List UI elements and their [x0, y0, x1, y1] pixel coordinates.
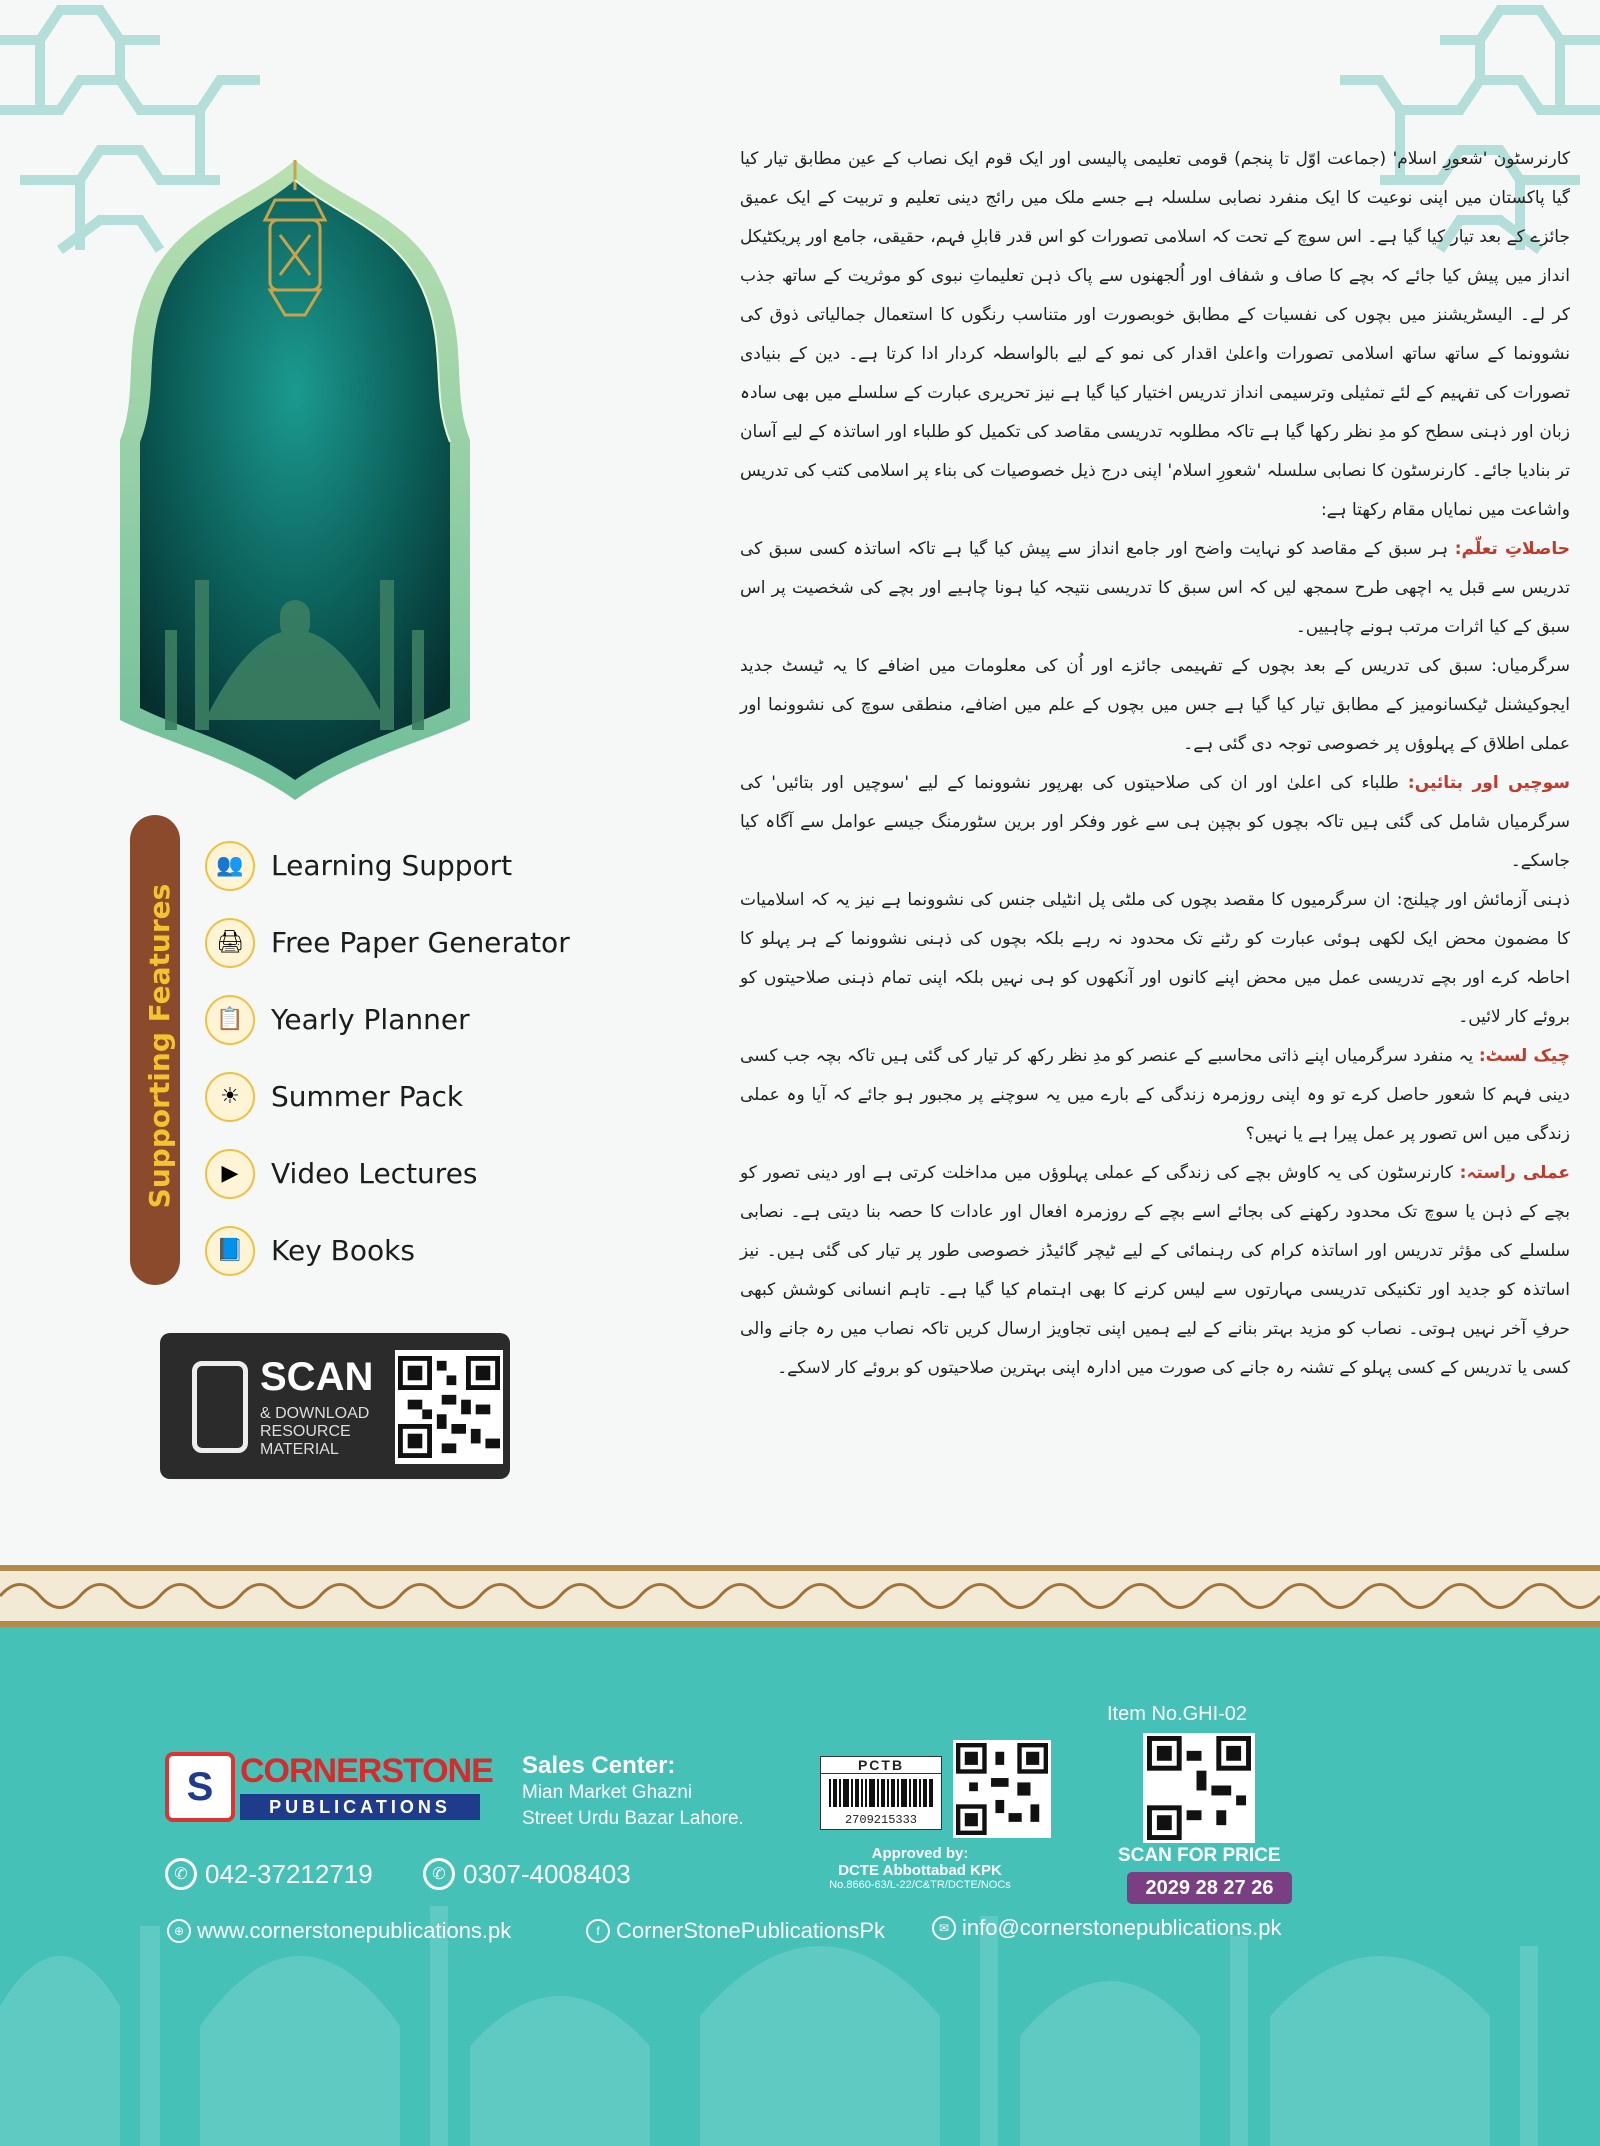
- section-checklist: [740, 1037, 1570, 1154]
- features-list: [205, 827, 570, 1289]
- email-icon: ✉: [932, 1916, 956, 1940]
- section-heading: چیک لسٹ:: [1478, 1046, 1570, 1066]
- barcode-number: 2709215333: [844, 1813, 917, 1827]
- section-practical-path: [740, 1154, 1570, 1388]
- feature-label: Free Paper Generator: [271, 926, 570, 959]
- barcode-icon: [829, 1779, 933, 1807]
- feature-item: [205, 904, 570, 981]
- scan-line: RESOURCE: [260, 1423, 351, 1440]
- feature-item: [205, 1135, 570, 1212]
- approved-ref: No.8660-63/L-22/C&TR/DCTE/NOCs: [829, 1879, 1011, 1891]
- intro-paragraph: کارنرسٹون 'شعورِ اسلام' (جماعت اوّل تا پنجم) قومی تعلیمی پالیسی اور ایک قوم ایک نصاب کے عین مطابق تیار کیا گیا پاکستان میں اپنی نوعیت کا ایک منفرد نصابی سلسلہ ہے جسے ملک میں رائج دینی تعلیم و تربیت کے ایک عمیق جائزے کے بعد تیار کیا گیا ہے۔ اس سوچ کے تحت کہ اسلامی تصورات کو اس قدر قابلِ فہم، حقیقی، جامع اور پریکٹیکل انداز میں پیش کیا جائے کہ بچے کا صاف و شفاف اور اُلجھنوں سے پاک ذہن تعلیماتِ نبوی کو موثریت کے ساتھ جذب کر لے۔ الیسٹریشنز میں بچوں کی نفسیات کے مطابق خوبصورت اور متناسب رنگوں کا استعمال جمالیاتی ذوق کی نشوونما کے ساتھ ساتھ اسلامی تصورات واعلیٰ اقدار کی نمو کے لیے بالواسطہ کردار ادا کرتا ہے۔ دین کے بنیادی تصورات کی تفہیم کے لئے تمثیلی وترسیمی انداز تدریس اختیار کیا گیا ہے نیز تحریری عبارت کے سلسلے میں بھی سادہ زبان اور ذہنی سطح کو مدِ نظر رکھا گیا ہے تاکہ مطلوبہ تدریسی مقاصد کی تکمیل کو طلباء اور اساتذہ کے لیے آسان تر بنادیا جائے۔ کارنرسٹون کا نصابی سلسلہ 'شعورِ اسلام' اپنی درج ذیل خصوصیات کی بناء پر اسلامی کتب کی تدریس واشاعت میں نمایاں مقام رکھتا ہے:: [740, 149, 1570, 520]
- section-text: ہر سبق کے مقاصد کو نہایت واضح اور جامع انداز سے پیش کیا گیا ہے تاکہ اساتذہ کسی سبق کی تدریس سے قبل یہ اچھی طرح سمجھ لیں کہ اس سبق کا تدریسی نتیجہ کیا ہونا چاہیے اور بچے کی شخصیت پر اس سبق کے کیا اثرات مرتب ہونے چاہییں۔: [740, 539, 1570, 637]
- feature-label: Video Lectures: [271, 1157, 478, 1190]
- phone-icon: ✆: [165, 1858, 197, 1890]
- section-text: یہ منفرد سرگرمیاں اپنے ذاتی محاسبے کے عنصر کو مدِ نظر رکھ کر تیار کی گئی ہیں تاکہ بچہ جب کسی دینی فہم کا شعور حاصل کرے تو وہ اپنی روزمرہ زندگی کے بارے میں یہ سوچنے پر مجبور ہو جائے کہ آیا وہ عملی زندگی میں اس تصور پر عمل پیرا ہے یا نہیں؟: [740, 1046, 1570, 1144]
- scan-line: MATERIAL: [260, 1441, 339, 1458]
- decorative-border-band: [0, 1565, 1600, 1627]
- phone-number: 042-37212719: [205, 1858, 373, 1889]
- feature-label: Learning Support: [271, 849, 513, 882]
- section-heading: سرگرمیاں:: [1491, 656, 1571, 676]
- approved-by-label: Approved by:: [871, 1845, 969, 1862]
- item-number: Item No.GHI-02: [1107, 1703, 1248, 1725]
- planner-icon: 📋: [205, 995, 255, 1045]
- whatsapp-number: 0307-4008403: [463, 1858, 631, 1889]
- approval-info: [790, 1845, 1050, 1891]
- lantern-arch-illustration: [110, 160, 480, 800]
- cornerstone-logo: [165, 1752, 493, 1822]
- mosque-skyline-silhouette: [0, 1846, 1600, 2146]
- section-text: کارنرسٹون کی یہ کاوش بچے کی زندگی کے عملی پہلوؤں میں مداخلت کرتی ہے اور دینی تصور کو بچے کے ذہن یا سوچ تک محدود رکھنے کی بجائے اسے بچے کے روزمرہ افعال اور عادات کا حصہ بنا دیتی ہے۔ نصابی سلسلے کی مؤثر تدریس اور اساتذہ کرام کی رہنمائی کے لیے ٹیچر گائیڈز خصوصی طور پر تیار کی گئی ہیں۔ نیز اساتذہ کو جدید اور تکنیکی تدریسی مہارتوں سے لیس کرنے کا بھی اہتمام کیا گیا ہے۔ تاہم انسانی کوشش کبھی حرفِ آخر نہیں ہوتی۔ نصاب کو مزید بہتر بنانے کے لیے ہمیں اپنی تجاویز ارسال کریں تاکہ نصاب میں رہ جانے والی کسی یا تدریس کے کسی پہلو کے تشنہ رہ جانے کی صورت میں ادارہ اپنی بہترین صلاحیتوں کو بروئے کار لاسکے۔: [740, 1163, 1570, 1378]
- resource-qr-code[interactable]: [395, 1350, 503, 1464]
- scan-subtitle: [260, 1405, 369, 1459]
- logo-subtitle: PUBLICATIONS: [240, 1794, 480, 1820]
- section-heading: حاصلاتِ تعلّم:: [1454, 539, 1570, 559]
- feature-item: [205, 827, 570, 904]
- phone-contact[interactable]: [165, 1858, 373, 1890]
- section-learning-outcomes: [740, 530, 1570, 647]
- key-books-icon: 📘: [205, 1226, 255, 1276]
- sales-address-line: Street Urdu Bazar Lahore.: [522, 1808, 744, 1829]
- sales-center: [522, 1752, 744, 1832]
- whatsapp-icon: ✆: [423, 1858, 455, 1890]
- summer-pack-icon: ☀: [205, 1072, 255, 1122]
- section-text: سبق کی تدریس کے بعد بچوں کے تفہیمی جائزے اور اُن کی معلومات میں اضافے کا یہ ٹیسٹ جدید ایجوکیشنل ٹیکسانومیز کے مطابق تیار کیا گیا ہے جس میں بچوں کے علم میں اضافے، منطقی سوچ کی نشوونما اور عملی اطلاق کے پہلوؤں پر خصوصی توجہ دی گئی ہے۔: [740, 656, 1570, 754]
- section-text: ان سرگرمیوں کا مقصد بچوں کی ملٹی پل انٹیلی جنس کی نشوونما ہے نیز یہ کہ اسلامیات کا مضمون محض ایک لکھی ہوئی عبارت کو رٹنے تک محدود نہ رہے بلکہ بچوں کی ذہنی نشوونما کے ہر پہلو کا احاطہ کرے اور بچے تدریسی عمل میں محض اپنے کانوں اور آنکھوں کو ہی نہیں بلکہ اپنی تمام ذہنی صلاحیتوں کو بروئے کار لائیں۔: [740, 890, 1570, 1027]
- paper-generator-icon: 🖨: [205, 918, 255, 968]
- email-link[interactable]: [932, 1915, 1282, 1941]
- supporting-features: [130, 815, 590, 1295]
- logo-mark-icon: S: [165, 1752, 235, 1822]
- section-heading: سوچیں اور بتائیں:: [1407, 773, 1570, 793]
- pctb-barcode: [820, 1756, 942, 1830]
- feature-label: Summer Pack: [271, 1080, 464, 1113]
- facebook-text: CornerStonePublicationsPk: [616, 1918, 886, 1943]
- section-heading: عملی راستہ:: [1459, 1163, 1570, 1183]
- scan-line: & DOWNLOAD: [260, 1405, 370, 1422]
- section-text: طلباء کی اعلیٰ اور ان کی صلاحیتوں کی بھرپور نشوونما کے لیے 'سوچیں اور بتائیں' کی سرگرمیاں شامل کی گئی ہیں تاکہ بچوں کو بچپن ہی سے غور وفکر اور برین سٹورمنگ جیسے عوامل سے آگاہ کیا جاسکے۔: [740, 773, 1570, 871]
- pctb-label: PCTB: [821, 1757, 941, 1774]
- section-think-and-tell: [740, 764, 1570, 881]
- features-title: Supporting Features: [143, 883, 176, 1209]
- feature-item: [205, 1212, 570, 1289]
- scan-title: SCAN: [260, 1355, 374, 1399]
- approved-org: DCTE Abbottabad KPK: [838, 1862, 1002, 1879]
- email-text: info@cornerstonepublications.pk: [962, 1915, 1282, 1940]
- sales-title: Sales Center:: [522, 1752, 676, 1779]
- section-mental-challenge: [740, 881, 1570, 1037]
- urdu-description: [740, 140, 1570, 1388]
- globe-icon: ⊕: [167, 1919, 191, 1943]
- feature-label: Yearly Planner: [271, 1003, 470, 1036]
- facebook-icon: f: [586, 1919, 610, 1943]
- feature-item: [205, 1058, 570, 1135]
- facebook-link[interactable]: [586, 1918, 885, 1944]
- price-qr-code[interactable]: [1143, 1733, 1255, 1843]
- section-activities: [740, 647, 1570, 764]
- website-link[interactable]: [167, 1918, 511, 1944]
- approval-qr-code[interactable]: [953, 1740, 1051, 1838]
- feature-label: Key Books: [271, 1234, 415, 1267]
- feature-item: [205, 981, 570, 1058]
- logo-name: CORNERSTONE: [240, 1752, 493, 1790]
- website-text: www.cornerstonepublications.pk: [197, 1918, 512, 1943]
- scan-for-price-label: SCAN FOR PRICE: [1118, 1845, 1281, 1866]
- video-icon: ▶: [205, 1149, 255, 1199]
- whatsapp-contact[interactable]: [423, 1858, 631, 1890]
- section-heading: ذہنی آزمائش اور چیلنج:: [1396, 890, 1570, 910]
- price-code-badge: 2029 28 27 26: [1127, 1872, 1292, 1904]
- tablet-icon: [192, 1361, 248, 1453]
- learning-support-icon: 👥: [205, 841, 255, 891]
- sales-address-line: Mian Market Ghazni: [522, 1782, 693, 1803]
